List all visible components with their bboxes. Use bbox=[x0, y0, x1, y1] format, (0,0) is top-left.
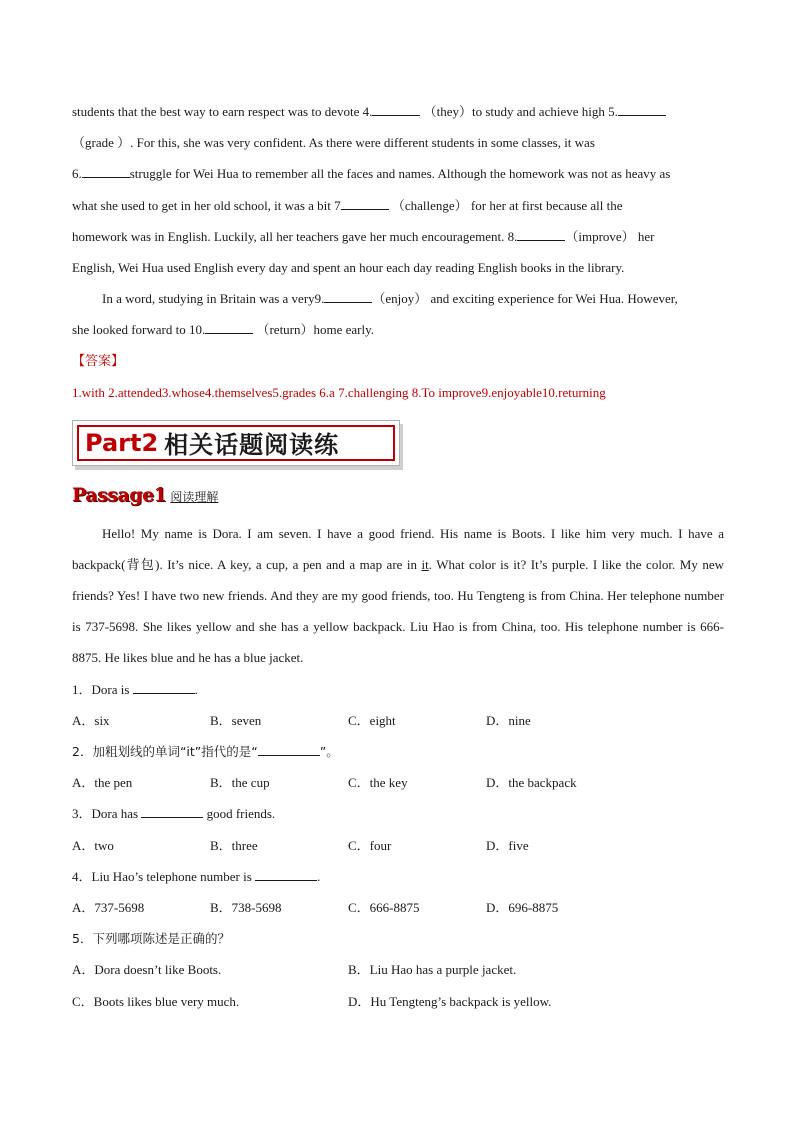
question-stem bbox=[72, 798, 724, 829]
text-segment: students that the best way to earn respect was to devote 4. bbox=[72, 104, 373, 119]
option[interactable]: B．the cup bbox=[210, 775, 270, 791]
exercise-line bbox=[72, 283, 724, 314]
text-segment: . bbox=[317, 868, 321, 884]
exercise-line bbox=[72, 221, 724, 252]
option[interactable]: C．eight bbox=[348, 712, 396, 728]
blank-5 bbox=[618, 101, 666, 116]
text-segment: （improve） her bbox=[565, 228, 655, 244]
passage-subtitle: 阅读理解 bbox=[170, 489, 219, 504]
text-segment: （challenge） for her at first because all the bbox=[388, 197, 623, 213]
exercise-line bbox=[72, 158, 724, 189]
part-banner bbox=[72, 420, 400, 466]
option[interactable]: A．737-5698 bbox=[72, 900, 145, 916]
passage-header bbox=[72, 484, 724, 506]
text-segment: ”。 bbox=[319, 744, 339, 760]
option[interactable]: D．nine bbox=[486, 712, 531, 728]
text-segment: homework was in English. Luckily, all her teachers gave her much encouragement. 8. bbox=[72, 228, 518, 244]
part-number: Part2 bbox=[85, 428, 159, 457]
option[interactable]: B．Liu Hao has a purple jacket. bbox=[348, 962, 517, 978]
exercise-line: English, Wei Hua used English every day and spent an hour each day reading English books in the library. bbox=[72, 260, 625, 276]
question-stem: 5．下列哪项陈述是正确的？ bbox=[72, 931, 230, 947]
option-row bbox=[72, 954, 724, 985]
question-stem bbox=[72, 861, 724, 892]
answer-blank bbox=[255, 866, 317, 881]
part-banner-inner bbox=[77, 425, 395, 461]
text-segment: she looked forward to 10. bbox=[72, 322, 206, 338]
text-segment: 4．Liu Hao’s telephone number is bbox=[72, 868, 256, 884]
blank-10 bbox=[205, 319, 253, 334]
document-page bbox=[72, 96, 724, 1017]
answer-blank bbox=[141, 803, 203, 818]
blank-7 bbox=[341, 195, 389, 210]
option[interactable]: B．three bbox=[210, 837, 258, 853]
option[interactable]: A．the pen bbox=[72, 775, 133, 791]
exercise-line bbox=[72, 190, 724, 221]
underlined-word: it bbox=[421, 556, 429, 572]
option-row bbox=[72, 892, 724, 923]
part-title: 相关话题阅读练 bbox=[164, 430, 340, 460]
option[interactable]: C．666-8875 bbox=[348, 900, 420, 916]
text-segment: 1．Dora is bbox=[72, 681, 133, 697]
option[interactable]: B．738-5698 bbox=[210, 900, 282, 916]
question-list bbox=[72, 674, 724, 1017]
answer-heading: 【答案】 bbox=[72, 353, 125, 369]
text-segment: 2．加粗划线的单词“it”指代的是“ bbox=[72, 744, 258, 760]
option[interactable]: D．Hu Tengteng’s backpack is yellow. bbox=[348, 993, 552, 1009]
option[interactable]: A．six bbox=[72, 712, 110, 728]
blank-6 bbox=[82, 163, 130, 178]
exercise-line bbox=[72, 96, 724, 127]
text-segment: good friends. bbox=[203, 806, 276, 822]
blank-4 bbox=[372, 101, 420, 116]
text-segment: struggle for Wei Hua to remember all the faces and names. Although the homework was not as heavy as bbox=[129, 166, 671, 182]
option[interactable]: B．seven bbox=[210, 712, 262, 728]
option[interactable]: A．two bbox=[72, 837, 114, 853]
text-segment: 3．Dora has bbox=[72, 806, 142, 822]
option-row bbox=[72, 767, 724, 798]
option-row bbox=[72, 986, 724, 1017]
text-segment: （they）to study and achieve high 5. bbox=[420, 104, 618, 119]
option[interactable]: C．the key bbox=[348, 775, 408, 791]
exercise-line bbox=[72, 314, 724, 345]
answer-text: 1.with 2.attended3.whose4.themselves5.grades 6.a 7.challenging 8.To improve9.enjoyable10.returning bbox=[72, 384, 606, 400]
answer-blank bbox=[258, 741, 320, 756]
blank-8 bbox=[517, 226, 565, 241]
passage-body bbox=[72, 518, 724, 674]
text-segment: （enjoy） and exciting experience for Wei Hua. However, bbox=[372, 291, 678, 307]
answer-blank bbox=[133, 679, 195, 694]
option[interactable]: D．the backpack bbox=[486, 775, 577, 791]
blank-9 bbox=[324, 288, 372, 303]
text-segment: what she used to get in her old school, it was a bit 7 bbox=[72, 197, 341, 213]
option-row bbox=[72, 705, 724, 736]
option[interactable]: A．Dora doesn’t like Boots. bbox=[72, 962, 222, 978]
text-segment: 6. bbox=[72, 166, 82, 182]
passage-title: Passage1 bbox=[72, 483, 167, 506]
option-row bbox=[72, 830, 724, 861]
exercise-text bbox=[72, 96, 724, 346]
text-segment: （return）home early. bbox=[253, 322, 375, 338]
text-segment: . What color is it? It’s purple. I like the color. My new friends? Yes! I have two new friends. And they are my good friends, too. Hu Tengteng is from China. Her telephone number is 737-5698. She likes yellow and she has a yellow backpack. Liu Hao is from China, too. His telephone number is 666-8875. He likes blue and he has a blue jacket. bbox=[72, 556, 725, 666]
text-segment: . bbox=[194, 681, 198, 697]
option[interactable]: D．five bbox=[486, 837, 529, 853]
question-stem bbox=[72, 736, 724, 767]
option[interactable]: C．four bbox=[348, 837, 392, 853]
text-segment: Hello! My name is Dora. I am seven. I have a good friend. His name is Boots. I like him very much. I have a backpack(背包). It’s nice. A key, a cup, a pen and a map are in bbox=[72, 525, 724, 572]
option[interactable]: D．696-8875 bbox=[486, 900, 559, 916]
option[interactable]: C．Boots likes blue very much. bbox=[72, 993, 240, 1009]
question-stem bbox=[72, 674, 724, 705]
text-segment: In a word, studying in Britain was a very9. bbox=[102, 291, 325, 307]
exercise-line: （grade ）. For this, she was very confident. As there were different students in some classes, it was bbox=[72, 135, 595, 151]
